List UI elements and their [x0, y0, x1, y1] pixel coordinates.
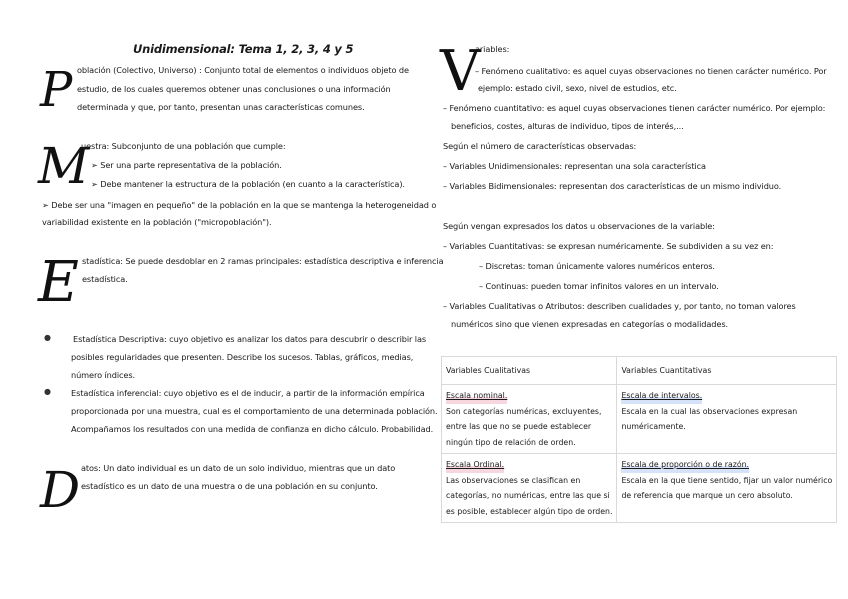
cell-line: es posible, establecer algún tipo de orden.: [446, 506, 613, 516]
muestra-extra-2: variabilidad existente en la población ("micropoblación").: [42, 217, 272, 227]
unidimensionales-line: – Variables Unidimensionales: representan una sola característica: [443, 161, 706, 171]
cell-line: numéricamente.: [621, 422, 686, 431]
table-header-row: [442, 357, 837, 385]
header-cualitativas: Variables Cualitativas: [442, 357, 617, 385]
dropcap-d: D: [40, 461, 81, 519]
table-cell: [442, 385, 617, 454]
cell-title: Escala nominal.: [446, 388, 507, 404]
cell-line: entre las que no se puede establecer: [446, 422, 592, 431]
cell-title: Escala de proporción o de razón.: [621, 457, 749, 473]
bullet-dot: ●: [44, 387, 51, 396]
cell-title: Escala Ordinal.: [446, 457, 504, 473]
poblacion-line-2: estudio, de los cuales queremos obtener unas conclusiones o una información: [77, 84, 391, 94]
datos-line-2: estadístico es un dato de una muestra o de una población en su conjunto.: [81, 481, 378, 491]
cell-line: Las observaciones se clasifican en: [446, 475, 581, 485]
table-row: [442, 385, 837, 454]
dropcap-p: P: [40, 62, 73, 118]
variables-line-2: – Fenómeno cualitativo: es aquel cuyas observaciones no tienen carácter numérico. Por: [475, 66, 827, 76]
muestra-line-3: ➢ Debe mantener la estructura de la población (en cuanto a la característica).: [91, 179, 405, 189]
cell-line: de referencia que marque un cero absoluto.: [621, 491, 793, 500]
descriptiva-line-2: posibles regularidades que presenten. Describe los sucesos. Tablas, gráficos, medias,: [71, 352, 414, 362]
cell-line: categorías, no numéricas, entre las que si: [446, 491, 610, 500]
segun-numero-heading: Según el número de características observadas:: [443, 141, 637, 151]
discretas-line: – Discretas: toman únicamente valores numéricos enteros.: [479, 261, 715, 271]
variables-line-1: ariables:: [475, 44, 510, 54]
poblacion-line-1: oblación (Colectivo, Universo) : Conjunto total de elementos o individuos objeto de: [77, 65, 409, 75]
cell-line: ningún tipo de relación de orden.: [446, 437, 576, 447]
variables-table: [441, 356, 837, 523]
poblacion-line-3: determinada y que, por tanto, presentan unas características comunes.: [77, 102, 365, 112]
cuantitativo-line-1: – Fenómeno cuantitativo: es aquel cuyas observaciones tienen carácter numérico. Por ejemplo:: [443, 103, 826, 113]
cualitativas-line-1: – Variables Cualitativas o Atributos: describen cualidades y, por tanto, no toman valores: [443, 301, 796, 311]
table-cell: [442, 454, 617, 523]
dropcap-e: E: [38, 250, 79, 315]
table-cell: [617, 454, 837, 523]
dropcap-m: M: [38, 137, 90, 195]
page-title: Unidimensional: Tema 1, 2, 3, 4 y 5: [133, 42, 354, 56]
estadistica-line-1: stadística: Se puede desdoblar en 2 ramas principales: estadística descriptiva e inferencia: [82, 256, 444, 266]
muestra-line-1: uestra: Subconjunto de una población que cumple:: [81, 141, 286, 151]
cuantitativas-line: – Variables Cuantitativas: se expresan numéricamente. Se subdividen a su vez en:: [443, 241, 774, 251]
cualitativas-line-2: numéricos sino que vienen expresadas en categorías o modalidades.: [451, 319, 728, 329]
table-row: [442, 454, 837, 523]
cuantitativo-line-2: beneficios, costes, alturas de individuo, tipos de interés,...: [451, 121, 684, 131]
inferencial-line-1: Estadística inferencial: cuyo objetivo es el de inducir, a partir de la información empírica: [71, 388, 425, 398]
continuas-line: – Continuas: pueden tomar infinitos valores en un intervalo.: [479, 281, 719, 291]
muestra-extra-1: ➢ Debe ser una "imagen en pequeño" de la población en la que se mantenga la heterogeneidad o: [42, 200, 437, 210]
dropcap-v: V: [440, 39, 481, 104]
variables-line-3: ejemplo: estado civil, sexo, nivel de estudios, etc.: [478, 83, 677, 93]
bidimensionales-line: – Variables Bidimensionales: representan dos características de un mismo individuo.: [443, 181, 782, 191]
descriptiva-line-3: número índices.: [71, 370, 136, 380]
descriptiva-line-1: Estadística Descriptiva: cuyo objetivo es analizar los datos para descubrir o describir las: [73, 334, 427, 344]
cell-title: Escala de intervalos.: [621, 388, 702, 404]
header-cuantitativas: Variables Cuantitativas: [617, 357, 837, 385]
estadistica-line-2: estadística.: [82, 274, 128, 284]
muestra-line-2: ➢ Ser una parte representativa de la población.: [91, 160, 282, 170]
cell-line: Escala en la que tiene sentido, fijar un valor numérico: [621, 475, 833, 485]
datos-line-1: atos: Un dato individual es un dato de un solo individuo, mientras que un dato: [81, 463, 396, 473]
inferencial-line-2: proporcionada por una muestra, cual es el comportamiento de una determinada población.: [71, 406, 438, 416]
table-cell: [617, 385, 837, 454]
inferencial-line-3: Acompañamos los resultados con una medida de confianza en dicho cálculo. Probabilidad.: [71, 424, 434, 434]
cell-line: Escala en la cual las observaciones expresan: [621, 406, 798, 416]
segun-expresados-heading: Según vengan expresados los datos u observaciones de la variable:: [443, 221, 715, 231]
bullet-dot: ●: [44, 333, 51, 342]
cell-line: Son categorías numéricas, excluyentes,: [446, 406, 602, 416]
